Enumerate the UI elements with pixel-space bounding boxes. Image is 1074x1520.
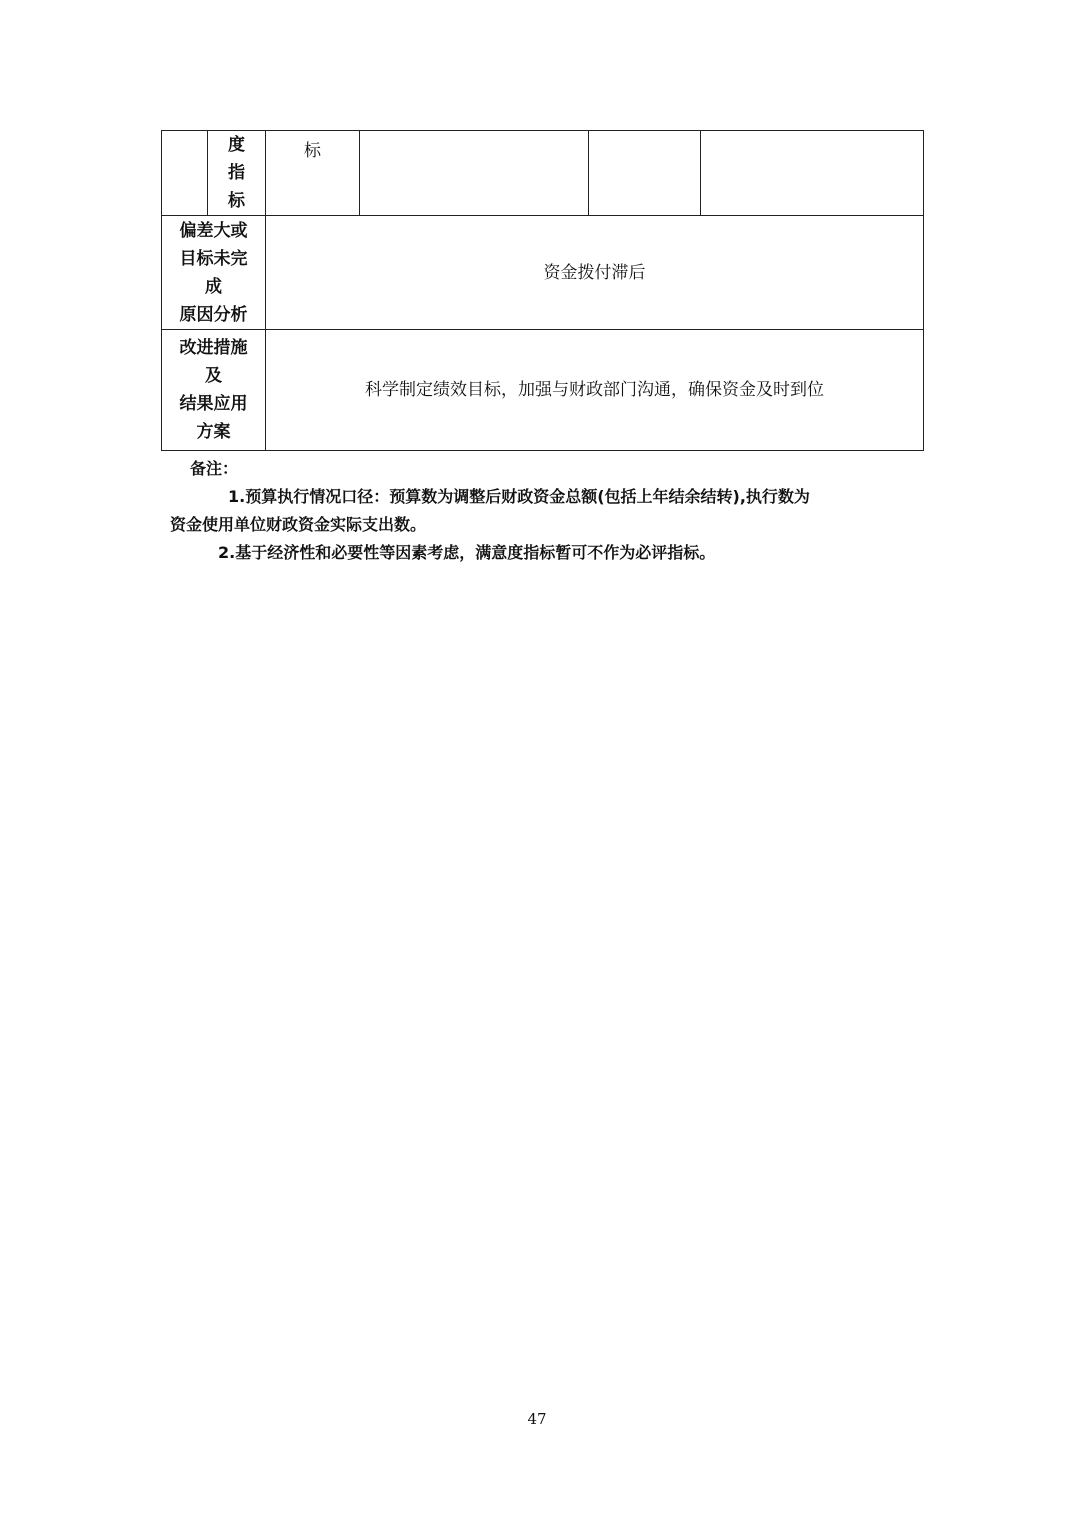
cell-text-line: 度 (228, 135, 245, 155)
indicator-category-cell (208, 131, 266, 216)
notes-label: 备注： (190, 459, 239, 478)
table-cell-empty (162, 131, 208, 216)
note-2: 2.基于经济性和必要性等因素考虑，满意度指标暂可不作为必评指标。 (218, 543, 716, 562)
indicator-name-cell: 标 (266, 131, 360, 216)
cell-text-line: 偏差大或 (179, 220, 248, 241)
cell-text-line: 改进措施 (179, 338, 248, 358)
table-row (162, 330, 924, 451)
cell-text-line: 标 (228, 191, 245, 211)
cell-text-line: 指 (228, 163, 245, 183)
cell-text-line: 目标未完 (179, 248, 248, 269)
table-row (162, 216, 924, 330)
deviation-label-cell (162, 216, 266, 330)
notes-section (170, 455, 910, 567)
cell-text-line: 及 (205, 366, 222, 386)
deviation-reason-cell: 资金拨付滞后 (266, 216, 924, 330)
table-cell-empty (360, 131, 589, 216)
note-1-line-1: 1.预算执行情况口径：预算数为调整后财政资金总额(包括上年结余结转),执行数为 (228, 487, 810, 506)
note-1-line-2: 资金使用单位财政资金实际支出数。 (170, 515, 427, 534)
cell-text-line: 方案 (196, 422, 231, 442)
cell-text-line: 原因分析 (179, 304, 248, 325)
table-cell-empty (701, 131, 924, 216)
cell-text-line: 结果应用 (179, 394, 248, 414)
improvement-label-cell (162, 330, 266, 451)
page-number: 47 (527, 1410, 547, 1428)
cell-text-line: 成 (205, 276, 222, 297)
table-row (162, 131, 924, 216)
improvement-plan-cell: 科学制定绩效目标，加强与财政部门沟通，确保资金及时到位 (266, 330, 924, 451)
table-cell-empty (589, 131, 701, 216)
evaluation-table (161, 130, 924, 451)
